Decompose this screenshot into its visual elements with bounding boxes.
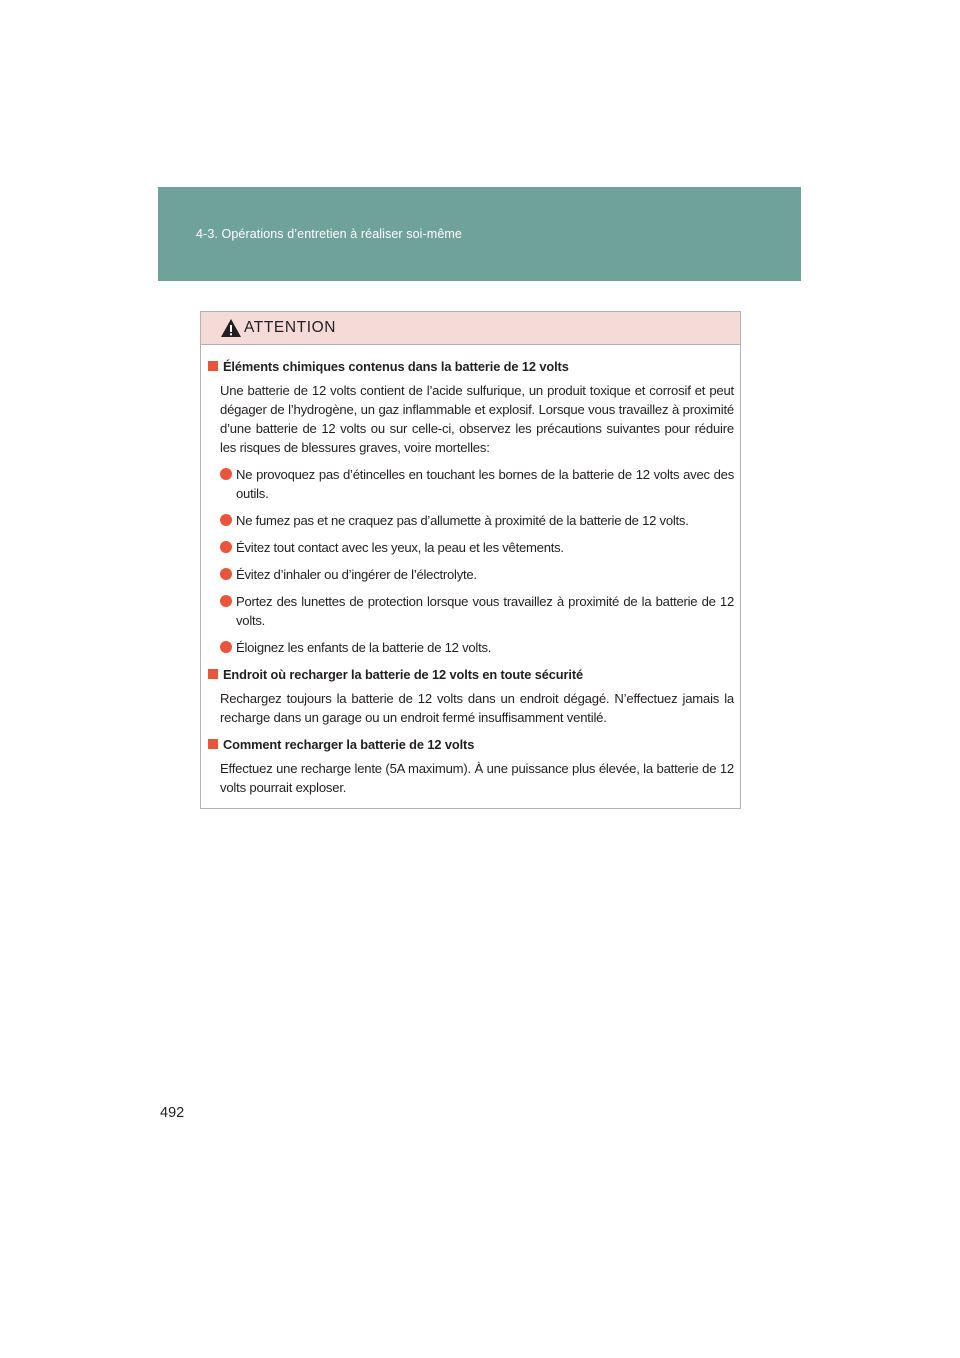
- warning-header: [201, 312, 740, 345]
- section-heading: Éléments chimiques contenus dans la batterie de 12 volts: [208, 357, 734, 376]
- warning-triangle-icon: [220, 318, 242, 338]
- warning-box: [200, 311, 741, 809]
- section-heading: Endroit où recharger la batterie de 12 volts en toute sécurité: [208, 665, 734, 684]
- chapter-title: 4-3. Opérations d’entretien à réaliser soi-même: [196, 227, 462, 241]
- dot-bullet-icon: [220, 541, 232, 553]
- square-bullet-icon: [208, 669, 218, 679]
- list-item: Évitez d’inhaler ou d’ingérer de l’électrolyte.: [236, 565, 734, 584]
- section-paragraph: Effectuez une recharge lente (5A maximum). À une puissance plus élevée, la batterie de 12 volts pourrait exploser.: [220, 761, 734, 795]
- list-item: Ne fumez pas et ne craquez pas d’allumette à proximité de la batterie de 12 volts.: [236, 511, 734, 530]
- section-paragraph: Une batterie de 12 volts contient de l’acide sulfurique, un produit toxique et corrosif et peut dégager de l’hydrogène, un gaz inflammable et explosif. Lorsque vous travaillez à proximité d’une batterie de 12 volts ou sur celle-ci, observez les précautions suivantes pour réduire les risques de blessures graves, voire mortelles:: [220, 383, 734, 455]
- section-heading: Comment recharger la batterie de 12 volts: [208, 735, 734, 754]
- dot-bullet-icon: [220, 514, 232, 526]
- page-number: 492: [160, 1105, 185, 1121]
- list-item: Portez des lunettes de protection lorsque vous travaillez à proximité de la batterie de 12 volts.: [236, 592, 734, 630]
- list-item: Ne provoquez pas d’étincelles en touchant les bornes de la batterie de 12 volts avec des outils.: [236, 465, 734, 503]
- dot-bullet-icon: [220, 568, 232, 580]
- warning-title: ATTENTION: [244, 319, 337, 336]
- dot-bullet-icon: [220, 468, 232, 480]
- dot-bullet-icon: [220, 595, 232, 607]
- dot-bullet-icon: [220, 641, 232, 653]
- chapter-header: [158, 187, 801, 281]
- list-item: Éloignez les enfants de la batterie de 12 volts.: [236, 638, 734, 657]
- square-bullet-icon: [208, 361, 218, 371]
- square-bullet-icon: [208, 739, 218, 749]
- warning-body: [201, 345, 740, 797]
- list-item: Évitez tout contact avec les yeux, la peau et les vêtements.: [236, 538, 734, 557]
- section-paragraph: Rechargez toujours la batterie de 12 volts dans un endroit dégagé. N’effectuez jamais la recharge dans un garage ou un endroit fermé insuffisamment ventilé.: [220, 691, 734, 725]
